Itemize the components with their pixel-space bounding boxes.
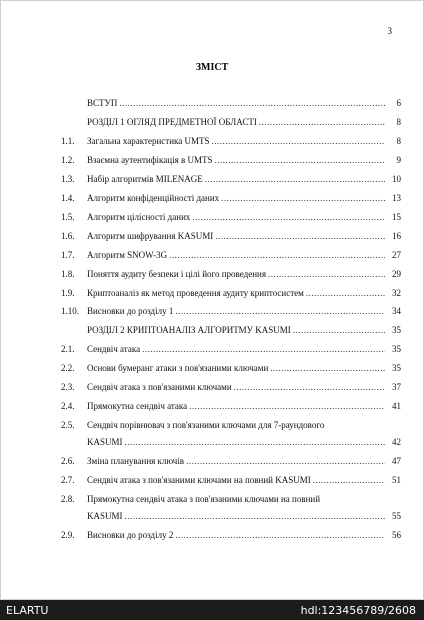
toc-dot-leader [189,401,385,412]
toc-dot-leader [214,155,385,166]
toc-entry-title: Висновки до розділу 2 [87,529,174,540]
toc-entry-title: Сендвіч порівнювач з пов'язаними ключами для 7-раундового [87,420,325,431]
toc-entry-title: Зміна планування ключів [87,455,185,466]
toc-entry-page: 51 [392,474,401,485]
toc-entry-page: 37 [392,382,401,393]
toc-dot-leader [175,306,385,317]
toc-entry-page: 35 [392,363,401,374]
toc-entry-number: 2.6. [61,455,75,466]
toc-entry-title: Загальна характеристика UMTS [87,135,210,146]
toc-entry-number: 1.7. [61,249,75,260]
toc-entry-title: Основи бумеранг атаки з пов'язаними ключами [87,363,269,374]
toc-entry [61,437,401,448]
toc-entry [61,475,401,486]
toc-entry-number: 2.9. [61,529,75,540]
toc-entry [61,98,401,109]
toc-dot-leader [192,212,385,223]
footer-source-label: ELARTU [6,604,49,617]
toc-entry-number: 1.1. [61,135,75,146]
toc-entry-number: 2.7. [61,474,75,485]
toc-entry-number: 2.1. [61,344,75,355]
toc-entry-page: 15 [392,211,401,222]
toc-entry [61,530,401,541]
toc-dot-leader [221,193,385,204]
toc-dot-leader [142,344,385,355]
toc-entry-number: 1.3. [61,173,75,184]
toc-entry-page: 32 [392,287,401,298]
toc-entry-page: 8 [396,116,401,127]
toc-entry [61,250,401,261]
toc-entry-number: 2.8. [61,493,75,504]
toc-entry [61,344,401,355]
toc-entry-number: 2.4. [61,401,75,412]
toc-entry [61,306,401,317]
toc-dot-leader [313,475,385,486]
toc-dot-leader [205,174,385,185]
toc-dot-leader [212,136,385,147]
toc-dot-leader [125,437,385,448]
toc-entry [61,420,401,431]
toc-entry-title: Сендвіч атака з пов'язаними ключами на повний KASUMI [87,474,311,485]
toc-entry-title: Набір алгоритмів MILENAGE [87,173,203,184]
toc-entry-title: KASUMI [87,510,123,521]
toc-entry-title: Прямокутна сендвіч атака [87,401,188,412]
toc-entry-title: Алгоритм конфіденційності даних [87,192,220,203]
toc-entry-number: 1.4. [61,192,75,203]
toc-entry-number: 2.5. [61,420,75,431]
toc-entry-page: 35 [392,344,401,355]
toc-entry-number: 1.5. [61,211,75,222]
toc-entry-title: Криптоаналіз як метод проведення аудиту криптосистем [87,287,304,298]
toc-dot-leader [306,288,385,299]
toc-entry-number: 1.2. [61,154,75,165]
toc-entry [61,117,401,128]
toc-entry [61,136,401,147]
toc-entry-page: 9 [396,154,401,165]
toc-dot-leader [270,363,385,374]
toc-entry [61,363,401,374]
toc-entry-page: 16 [392,230,401,241]
toc-entry-page: 35 [392,325,401,336]
toc-dot-leader [169,250,385,261]
toc-entry-title: Алгоритм SNOW-3G [87,249,168,260]
footer-handle-label: hdl:123456789/2608 [300,604,416,617]
toc-entry [61,269,401,280]
toc-entry-page: 10 [392,173,401,184]
toc-entry [61,494,401,505]
toc-entry-title: ВСТУП [87,98,118,108]
toc-entry-page: 55 [392,510,401,521]
toc-title: ЗМІСТ [195,62,229,73]
toc-entry [61,193,401,204]
toc-entry [61,155,401,166]
toc-entry-page: 47 [392,455,401,466]
toc-dot-leader [119,98,385,109]
toc-entry [61,212,401,223]
toc-entry-title: РОЗДІЛ 2 КРИПТОАНАЛІЗ АЛГОРИТМУ KASUMI [87,325,291,336]
toc-dot-leader [234,382,385,393]
toc-entry-number: 1.6. [61,230,75,241]
toc-dot-leader [215,231,385,242]
toc-entry-page: 41 [392,401,401,412]
toc-entry-title: Алгоритм шифрування KASUMI [87,230,214,241]
toc-entry [61,456,401,467]
toc-dot-leader [175,530,385,541]
footer-bar [0,600,424,620]
toc-entry-page: 29 [392,268,401,279]
toc-entry [61,382,401,393]
toc-dot-leader [268,269,385,280]
toc-entry-title: РОЗДІЛ 1 ОГЛЯД ПРЕДМЕТНОЇ ОБЛАСТІ [87,116,257,127]
toc-entry-page: 34 [392,306,401,317]
toc-entry-number: 1.10. [61,306,79,317]
toc-entry [61,231,401,242]
toc-entry-page: 8 [396,135,401,146]
toc-entry [61,401,401,412]
toc-entry-page: 42 [392,436,401,447]
toc-entry-title: KASUMI [87,436,123,447]
toc-entry-title: Поняття аудиту безпеки і цілі його проведення [87,268,266,279]
toc-entry [61,325,401,336]
toc-entry-title: Сендвіч атака з пов'язаними ключами [87,382,232,393]
toc-entry-page: 56 [392,529,401,540]
toc-entry-number: 1.8. [61,268,75,279]
toc-entry-title: Висновки до розділу 1 [87,306,174,317]
toc-dot-leader [186,456,385,467]
toc-entry [61,174,401,185]
toc-entry-number: 2.2. [61,363,75,374]
toc-entry-number: 1.9. [61,287,75,298]
toc-entry-number: 2.3. [61,382,75,393]
toc-entry [61,288,401,299]
toc-dot-leader [125,511,385,522]
toc-entry-title: Взаємна аутентифікація в UMTS [87,154,213,165]
toc-entry-page: 13 [392,192,401,203]
toc-dot-leader [259,117,385,128]
toc-entry-title: Сендвіч атака [87,344,141,355]
toc-entry-page: 27 [392,249,401,260]
toc-entry-title: Алгоритм цілісності даних [87,211,191,222]
page-number: 3 [387,26,392,36]
toc-dot-leader [293,325,385,336]
toc-entry-title: Прямокутна сендвіч атака з пов'язаними ключами на повний [87,493,321,504]
toc-entry [61,511,401,522]
toc-entry-page: 6 [396,98,401,108]
